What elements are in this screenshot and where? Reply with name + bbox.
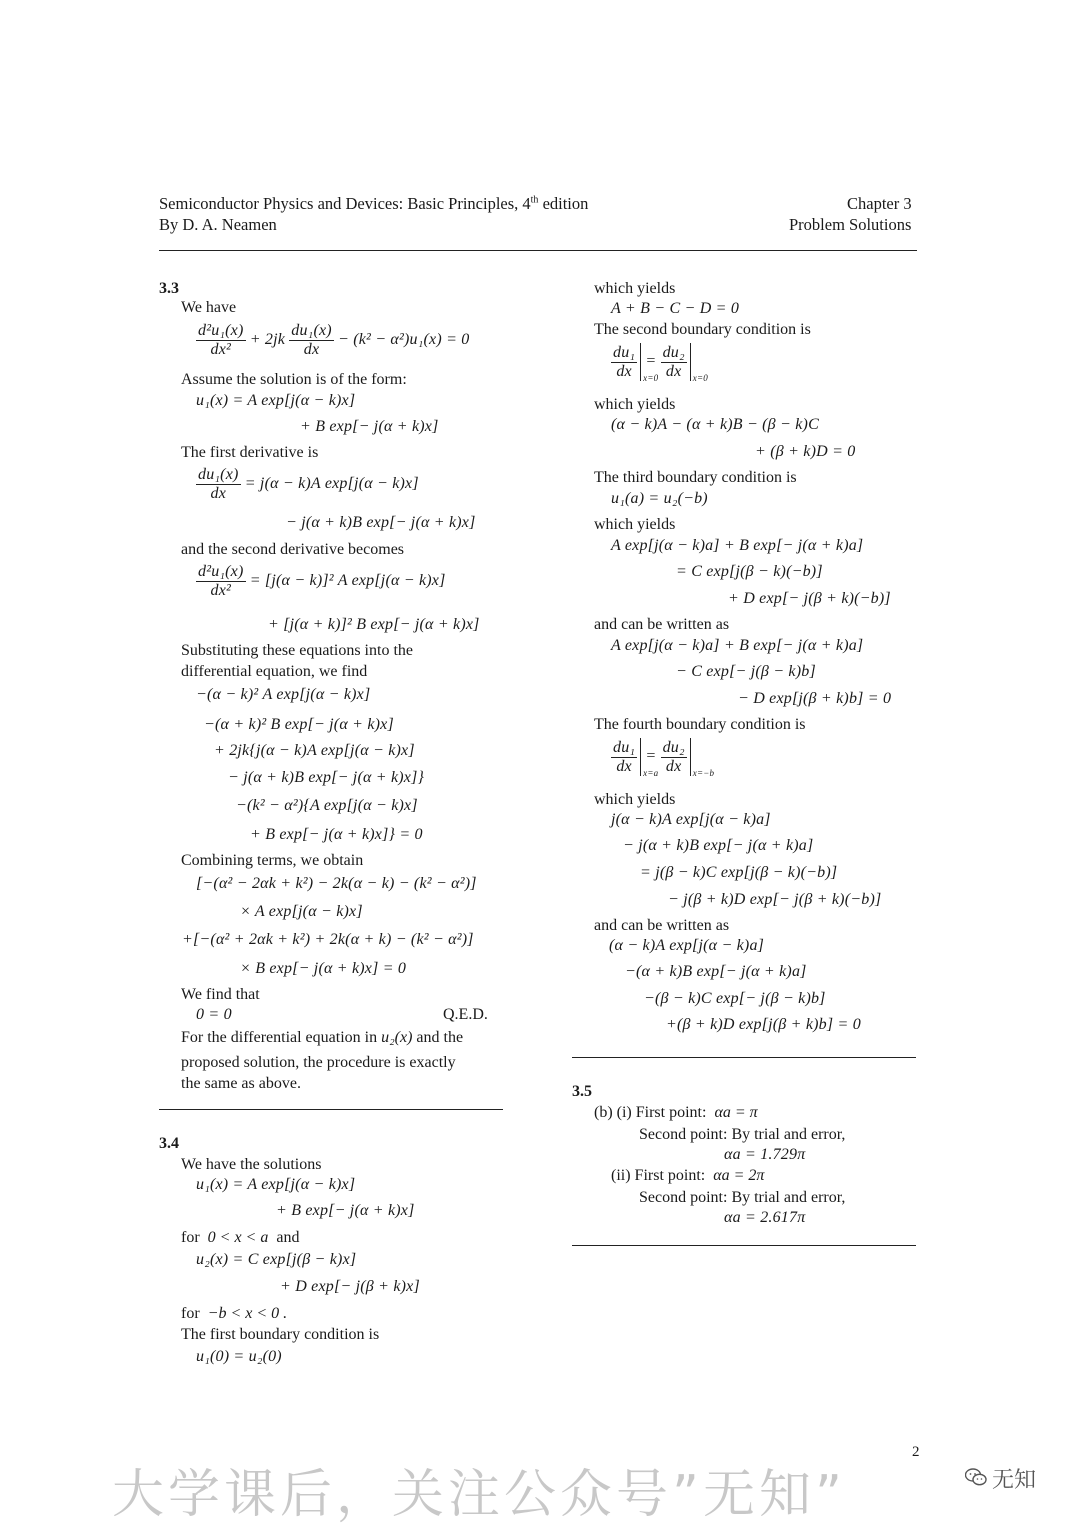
equation: + D exp[− j(β + k)(−b)] bbox=[728, 590, 891, 607]
equation: −(α + k)² B exp[− j(α + k)x] bbox=[204, 716, 394, 733]
equation: +(β + k)D exp[j(β + k)b] = 0 bbox=[666, 1016, 861, 1033]
text-line: for 0 < x < a and bbox=[181, 1229, 300, 1246]
text-line: which yields bbox=[594, 791, 676, 808]
equation: − j(α + k)B exp[− j(α + k)x]} bbox=[228, 769, 425, 786]
text-line: (ii) First point: αa = 2π bbox=[611, 1167, 765, 1184]
text-line: and the second derivative becomes bbox=[181, 541, 405, 558]
equation: (α − k)A exp[j(α − k)a] bbox=[609, 937, 765, 954]
equation: + (β + k)D = 0 bbox=[755, 443, 856, 460]
equation: × A exp[j(α − k)x] bbox=[240, 903, 363, 920]
equation: + B exp[− j(α + k)x]} = 0 bbox=[250, 826, 423, 843]
equation: + B exp[− j(α + k)x] bbox=[276, 1202, 415, 1219]
problem-3-5-number: 3.5 bbox=[572, 1083, 592, 1100]
equation: αa = 1.729π bbox=[724, 1146, 806, 1163]
equation: = j(β − k)C exp[j(β − k)(−b)] bbox=[640, 864, 838, 881]
text-line: (b) (i) First point: αa = π bbox=[594, 1104, 758, 1121]
brand-name: 无知 bbox=[992, 1468, 1037, 1493]
text-line: Assume the solution is of the form: bbox=[181, 371, 407, 388]
section-divider bbox=[159, 1109, 503, 1110]
text-line: The second boundary condition is bbox=[594, 321, 811, 338]
equation: (α − k)A − (α + k)B − (β − k)C bbox=[611, 416, 819, 433]
qed-mark: Q.E.D. bbox=[443, 1006, 488, 1023]
equation: u₁(x) = A exp[j(α − k)x] bbox=[196, 392, 356, 409]
text-line: The first derivative is bbox=[181, 444, 319, 461]
text-line: which yields bbox=[594, 280, 676, 297]
equation: −(α − k)² A exp[j(α − k)x] bbox=[196, 686, 371, 703]
equation: u₁(a) = u₂(−b) bbox=[611, 490, 708, 507]
equation-second-derivative: $\frac{\text{d²u₁(x)}}{\text{dx²}}$ = [j(α − k)]² A exp[j(α − k)x] bbox=[198, 563, 446, 599]
text-line: and can be written as bbox=[594, 616, 730, 633]
equation: − D exp[j(β + k)b] = 0 bbox=[738, 690, 892, 707]
text-line: which yields bbox=[594, 516, 676, 533]
equation: − C exp[− j(β − k)b] bbox=[676, 663, 816, 680]
text-line: which yields bbox=[594, 396, 676, 413]
text-line: proposed solution, the procedure is exactly bbox=[181, 1054, 456, 1071]
section-divider bbox=[572, 1245, 916, 1246]
text-line: the same as above. bbox=[181, 1075, 301, 1092]
problem-3-4-number: 3.4 bbox=[159, 1135, 179, 1152]
text-line: The first boundary condition is bbox=[181, 1326, 380, 1343]
equation-diffeq: $\frac{\text{d²u₁(x)}}{\text{dx²}}$ + 2jk $\frac{\text{du₁(x)}}{dx}$ − (k² − α²)u₁(x) = 0 bbox=[198, 322, 470, 358]
equation: + B exp[− j(α + k)x] bbox=[300, 418, 439, 435]
equation: A exp[j(α − k)a] + B exp[− j(α + k)a] bbox=[611, 637, 864, 654]
equation-bc4: $\frac{\text{du₁}}{dx}$ x=a = $\frac{\text{du₂}}{dx}$ x=−b bbox=[613, 738, 715, 778]
equation: − j(α + k)B exp[− j(α + k)x] bbox=[286, 514, 476, 531]
equation: − j(α + k)B exp[− j(α + k)a] bbox=[623, 837, 814, 854]
text-line: We have bbox=[181, 299, 237, 316]
equation: × B exp[− j(α + k)x] = 0 bbox=[240, 960, 407, 977]
equation: −(k² − α²){A exp[j(α − k)x] bbox=[236, 797, 418, 814]
equation: αa = 2.617π bbox=[724, 1209, 806, 1226]
equation: u₁(x) = A exp[j(α − k)x] bbox=[196, 1176, 356, 1193]
equation: +[−(α² + 2αk + k²) + 2k(α + k) − (k² − α²)] bbox=[182, 931, 474, 948]
text-line: We have the solutions bbox=[181, 1156, 322, 1173]
text-line: Substituting these equations into the bbox=[181, 642, 413, 659]
equation: A + B − C − D = 0 bbox=[611, 300, 740, 317]
equation-bc2: $\frac{\text{du₁}}{dx}$ x=0 = $\frac{\text{du₂}}{dx}$ x=0 bbox=[613, 343, 708, 383]
equation: [−(α² − 2αk + k²) − 2k(α − k) − (k² − α²)] bbox=[196, 875, 477, 892]
equation: u₁(0) = u₂(0) bbox=[196, 1348, 282, 1365]
text-line: For the differential equation in u₂(x) and the bbox=[181, 1029, 464, 1046]
equation-first-derivative: $\frac{\text{du₁(x)}}{dx}$ = j(α − k)A exp[j(α − k)x] bbox=[198, 466, 419, 502]
equation: + 2jk{j(α − k)A exp[j(α − k)x] bbox=[214, 742, 415, 759]
text-line: We find that bbox=[181, 986, 260, 1003]
equation: 0 = 0 bbox=[196, 1006, 232, 1023]
problem-3-3-number: 3.3 bbox=[159, 280, 179, 297]
equation: −(β − k)C exp[− j(β − k)b] bbox=[644, 990, 826, 1007]
text-line: The fourth boundary condition is bbox=[594, 716, 806, 733]
section-divider bbox=[572, 1057, 916, 1058]
equation: u₂(x) = C exp[j(β − k)x] bbox=[196, 1251, 357, 1268]
watermark-text: 大学课后，关注公众号”无知” bbox=[112, 1465, 846, 1525]
text-line: The third boundary condition is bbox=[594, 469, 797, 486]
text-line: Second point: By trial and error, bbox=[639, 1126, 846, 1143]
wechat-icon bbox=[965, 1468, 987, 1486]
author: By D. A. Neamen bbox=[159, 215, 277, 234]
page-number: 2 bbox=[912, 1444, 920, 1460]
book-title: Semiconductor Physics and Devices: Basic Principles, 4th edition bbox=[159, 194, 589, 213]
equation: − j(β + k)D exp[− j(β + k)(−b)] bbox=[668, 891, 882, 908]
text-line: differential equation, we find bbox=[181, 663, 368, 680]
equation: −(α + k)B exp[− j(α + k)a] bbox=[625, 963, 807, 980]
equation: + [j(α + k)]² B exp[− j(α + k)x] bbox=[268, 616, 480, 633]
equation: = C exp[j(β − k)(−b)] bbox=[676, 563, 823, 580]
text-line: Second point: By trial and error, bbox=[639, 1189, 846, 1206]
chapter-label: Chapter 3 bbox=[847, 194, 912, 213]
header-rule bbox=[159, 250, 917, 251]
text-line: and can be written as bbox=[594, 917, 730, 934]
text-line: for −b < x < 0 . bbox=[181, 1305, 288, 1322]
section-label: Problem Solutions bbox=[789, 215, 912, 234]
equation: + D exp[− j(β + k)x] bbox=[280, 1278, 420, 1295]
equation: A exp[j(α − k)a] + B exp[− j(α + k)a] bbox=[611, 537, 864, 554]
text-line: Combining terms, we obtain bbox=[181, 852, 364, 869]
equation: j(α − k)A exp[j(α − k)a] bbox=[611, 811, 771, 828]
